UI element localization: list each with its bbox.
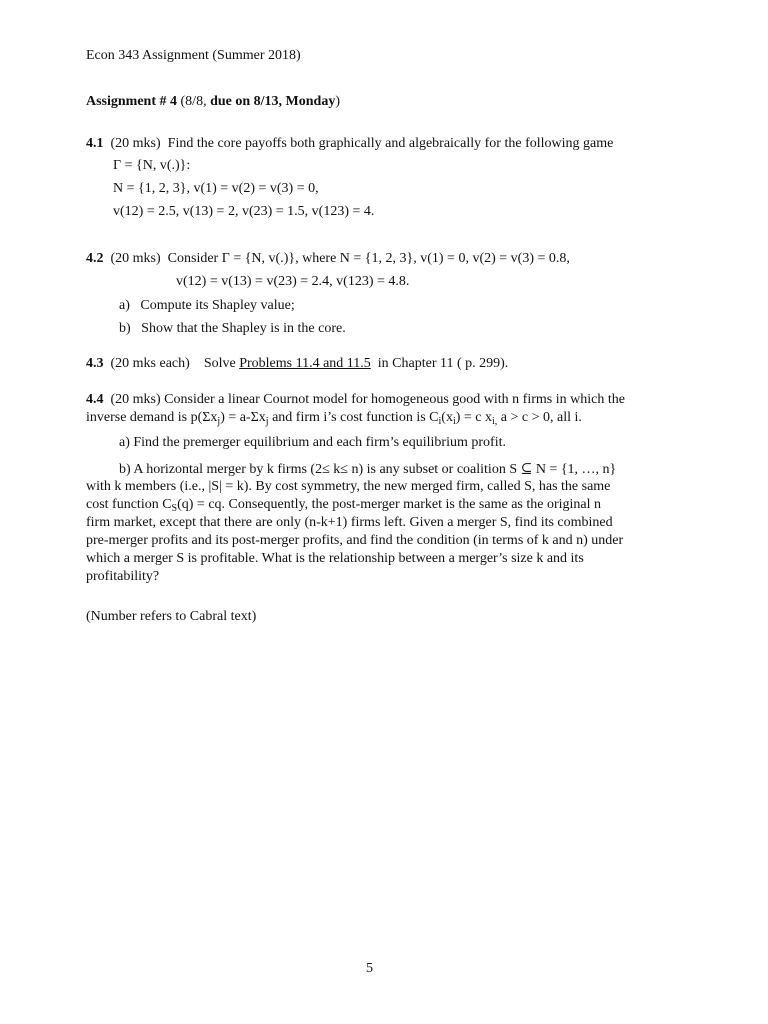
problem-4-1-line-3: v(12) = 2.5, v(13) = 2, v(23) = 1.5, v(123) = 4.	[113, 204, 375, 219]
problem-4-1-text: Find the core payoffs both graphically and algebraically for the following game	[167, 136, 614, 151]
problem-4-3-link[interactable]: Problems 11.4 and 11.5	[239, 356, 371, 371]
demand-text-a: inverse demand is p(Σx	[86, 410, 218, 425]
problem-4-4-number: 4.4	[86, 392, 104, 407]
problem-4-3-line	[86, 355, 508, 373]
problem-4-2-item-a-label: a)	[119, 298, 130, 313]
subscript-j: j	[217, 416, 221, 427]
course-header: Econ 343 Assignment (Summer 2018)	[86, 48, 301, 63]
problem-4-1-game: Γ = {N, v(.)}:	[113, 158, 191, 173]
problem-4-2-item-a	[119, 297, 295, 315]
problem-4-4-text: Consider a linear Cournot model for homogeneous good with n firms in which the	[164, 392, 625, 407]
problem-4-4-item-b-line-7: profitability?	[86, 569, 160, 584]
problem-4-4-points: (20 mks)	[110, 392, 161, 407]
problem-4-2-item-b-text: Show that the Shapley is in the core.	[141, 321, 346, 336]
problem-4-1-line-1	[86, 135, 613, 153]
problem-4-3-solve: Solve	[203, 356, 236, 371]
problem-4-2-line-1	[86, 250, 570, 268]
problem-4-3-rest: in Chapter 11 ( p. 299).	[377, 356, 509, 371]
problem-4-2-line-2: v(12) = v(13) = v(23) = 2.4, v(123) = 4.8.	[176, 274, 410, 289]
assignment-date-close: )	[335, 94, 340, 109]
cost-text-a: and firm i’s cost function is C	[268, 410, 439, 425]
assignment-due: due on 8/13, Monday	[210, 94, 336, 109]
problem-4-3-points: (20 mks each)	[110, 356, 190, 371]
demand-text-b: ) = a-Σx	[220, 410, 266, 425]
problem-4-4-item-b-line-3	[86, 496, 601, 514]
assignment-date-open: (8/8,	[177, 94, 211, 109]
problem-4-4-item-b-line-5: pre-merger profits and its post-merger profits, and find the condition (in terms of k and n) under	[86, 533, 624, 548]
problem-4-4-line-2	[86, 409, 582, 427]
cost-text-d: a > c > 0, all i.	[497, 410, 582, 425]
problem-4-4-item-b-line-1: b) A horizontal merger by k firms (2≤ k≤ n) is any subset or coalition S ⊆ N = {1, …, n}	[119, 462, 617, 477]
page-number: 5	[366, 961, 373, 976]
problem-4-2-points: (20 mks)	[110, 251, 161, 266]
problem-4-2-text: Consider Γ = {N, v(.)}, where N = {1, 2, 3}, v(1) = 0, v(2) = v(3) = 0.8,	[167, 251, 570, 266]
problem-4-3-number: 4.3	[86, 356, 104, 371]
cost-text-c: ) = c x	[455, 410, 493, 425]
subscript-i: i	[438, 416, 442, 427]
problem-4-2-item-b-label: b)	[119, 321, 131, 336]
problem-4-4-item-b-line-2: with k members (i.e., |S| = k). By cost symmetry, the new merged firm, called S, has the same	[86, 479, 611, 494]
problem-4-2-item-a-text: Compute its Shapley value;	[140, 298, 295, 313]
problem-4-2-item-b	[119, 320, 346, 338]
cost-function-rest: (q) = cq. Consequently, the post-merger market is the same as the original n	[177, 497, 602, 512]
cost-text-b: (x	[441, 410, 453, 425]
assignment-label: Assignment # 4	[86, 94, 178, 109]
subscript-s: S	[171, 503, 178, 514]
problem-4-2-number: 4.2	[86, 251, 104, 266]
assignment-heading	[86, 93, 340, 111]
problem-4-4-item-b-line-6: which a merger S is profitable. What is the relationship between a merger’s size k and its	[86, 551, 584, 566]
problem-4-4-line-1	[86, 391, 625, 409]
problem-4-1-number: 4.1	[86, 136, 104, 151]
problem-4-1-line-2: N = {1, 2, 3}, v(1) = v(2) = v(3) = 0,	[113, 181, 319, 196]
subscript-j: j	[265, 416, 269, 427]
subscript-i: i	[452, 416, 456, 427]
source-note: (Number refers to Cabral text)	[86, 609, 257, 624]
subscript-i: i,	[492, 416, 498, 427]
problem-4-4-item-a: a) Find the premerger equilibrium and each firm’s equilibrium profit.	[119, 435, 506, 450]
problem-4-1-points: (20 mks)	[110, 136, 161, 151]
cost-function-text: cost function C	[86, 497, 172, 512]
problem-4-4-item-b-line-4: firm market, except that there are only (n-k+1) firms left. Given a merger S, find its combined	[86, 515, 613, 530]
